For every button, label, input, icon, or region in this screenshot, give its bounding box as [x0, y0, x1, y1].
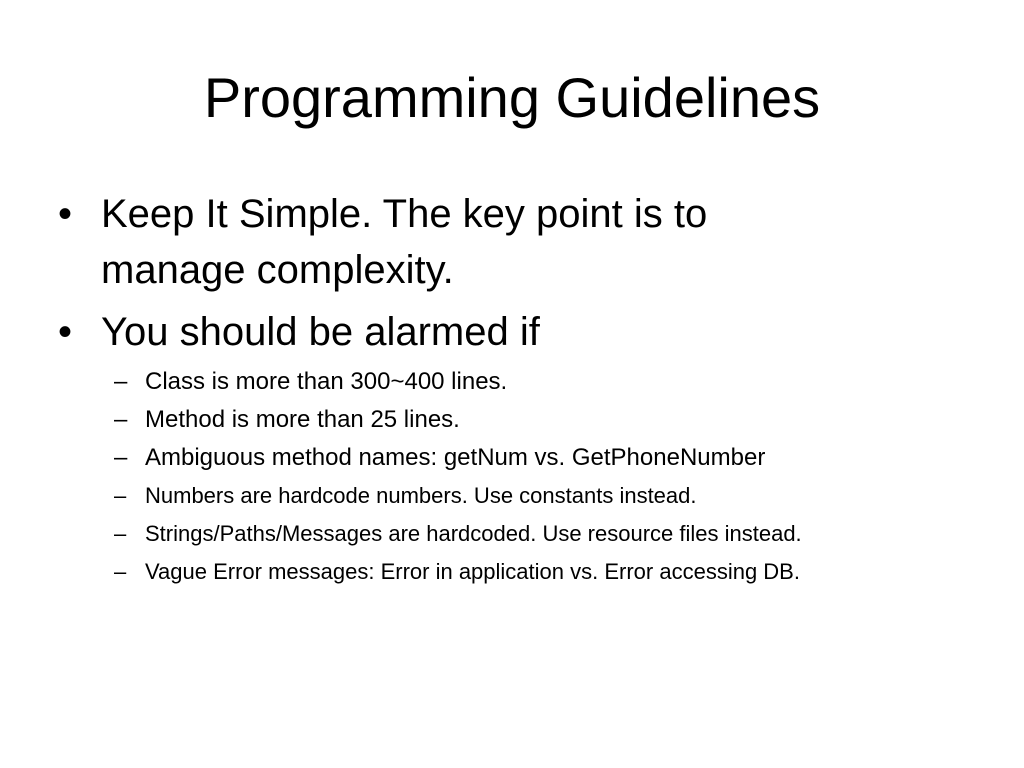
dash-icon: – [114, 406, 128, 433]
sub-bullet-text: Vague Error messages: Error in application vs. Error accessing DB. [145, 559, 800, 584]
bullet-point-keep-it-simple [58, 186, 958, 298]
bullet-point-alarmed [58, 304, 958, 360]
sub-bullet-item [114, 556, 958, 588]
slide-title: Programming Guidelines [203, 66, 821, 129]
slide-body [58, 186, 958, 594]
sub-bullet-item [114, 366, 958, 398]
bullet-text-line-2: manage complexity. [101, 248, 454, 292]
sub-bullet-item [114, 404, 958, 436]
sub-bullet-item [114, 442, 958, 474]
sub-bullet-text: Ambiguous method names: getNum vs. GetPhoneNumber [145, 444, 766, 471]
sub-bullet-text: Strings/Paths/Messages are hardcoded. Use resource files instead. [145, 521, 802, 546]
bullet-icon: • [58, 310, 73, 354]
bullet-text: You should be alarmed if [101, 310, 540, 354]
dash-icon: – [114, 368, 128, 395]
bullet-icon: • [58, 192, 73, 236]
dash-icon: – [114, 444, 128, 471]
bullet-text-line-1: Keep It Simple. The key point is to [101, 192, 708, 236]
dash-icon: – [114, 559, 127, 584]
sub-bullet-list [58, 366, 958, 588]
sub-bullet-item [114, 518, 958, 550]
sub-bullet-text: Numbers are hardcode numbers. Use constants instead. [145, 483, 697, 508]
sub-bullet-text: Class is more than 300~400 lines. [145, 368, 508, 395]
sub-bullet-text: Method is more than 25 lines. [145, 406, 460, 433]
sub-bullet-item [114, 480, 958, 512]
dash-icon: – [114, 483, 127, 508]
dash-icon: – [114, 521, 127, 546]
